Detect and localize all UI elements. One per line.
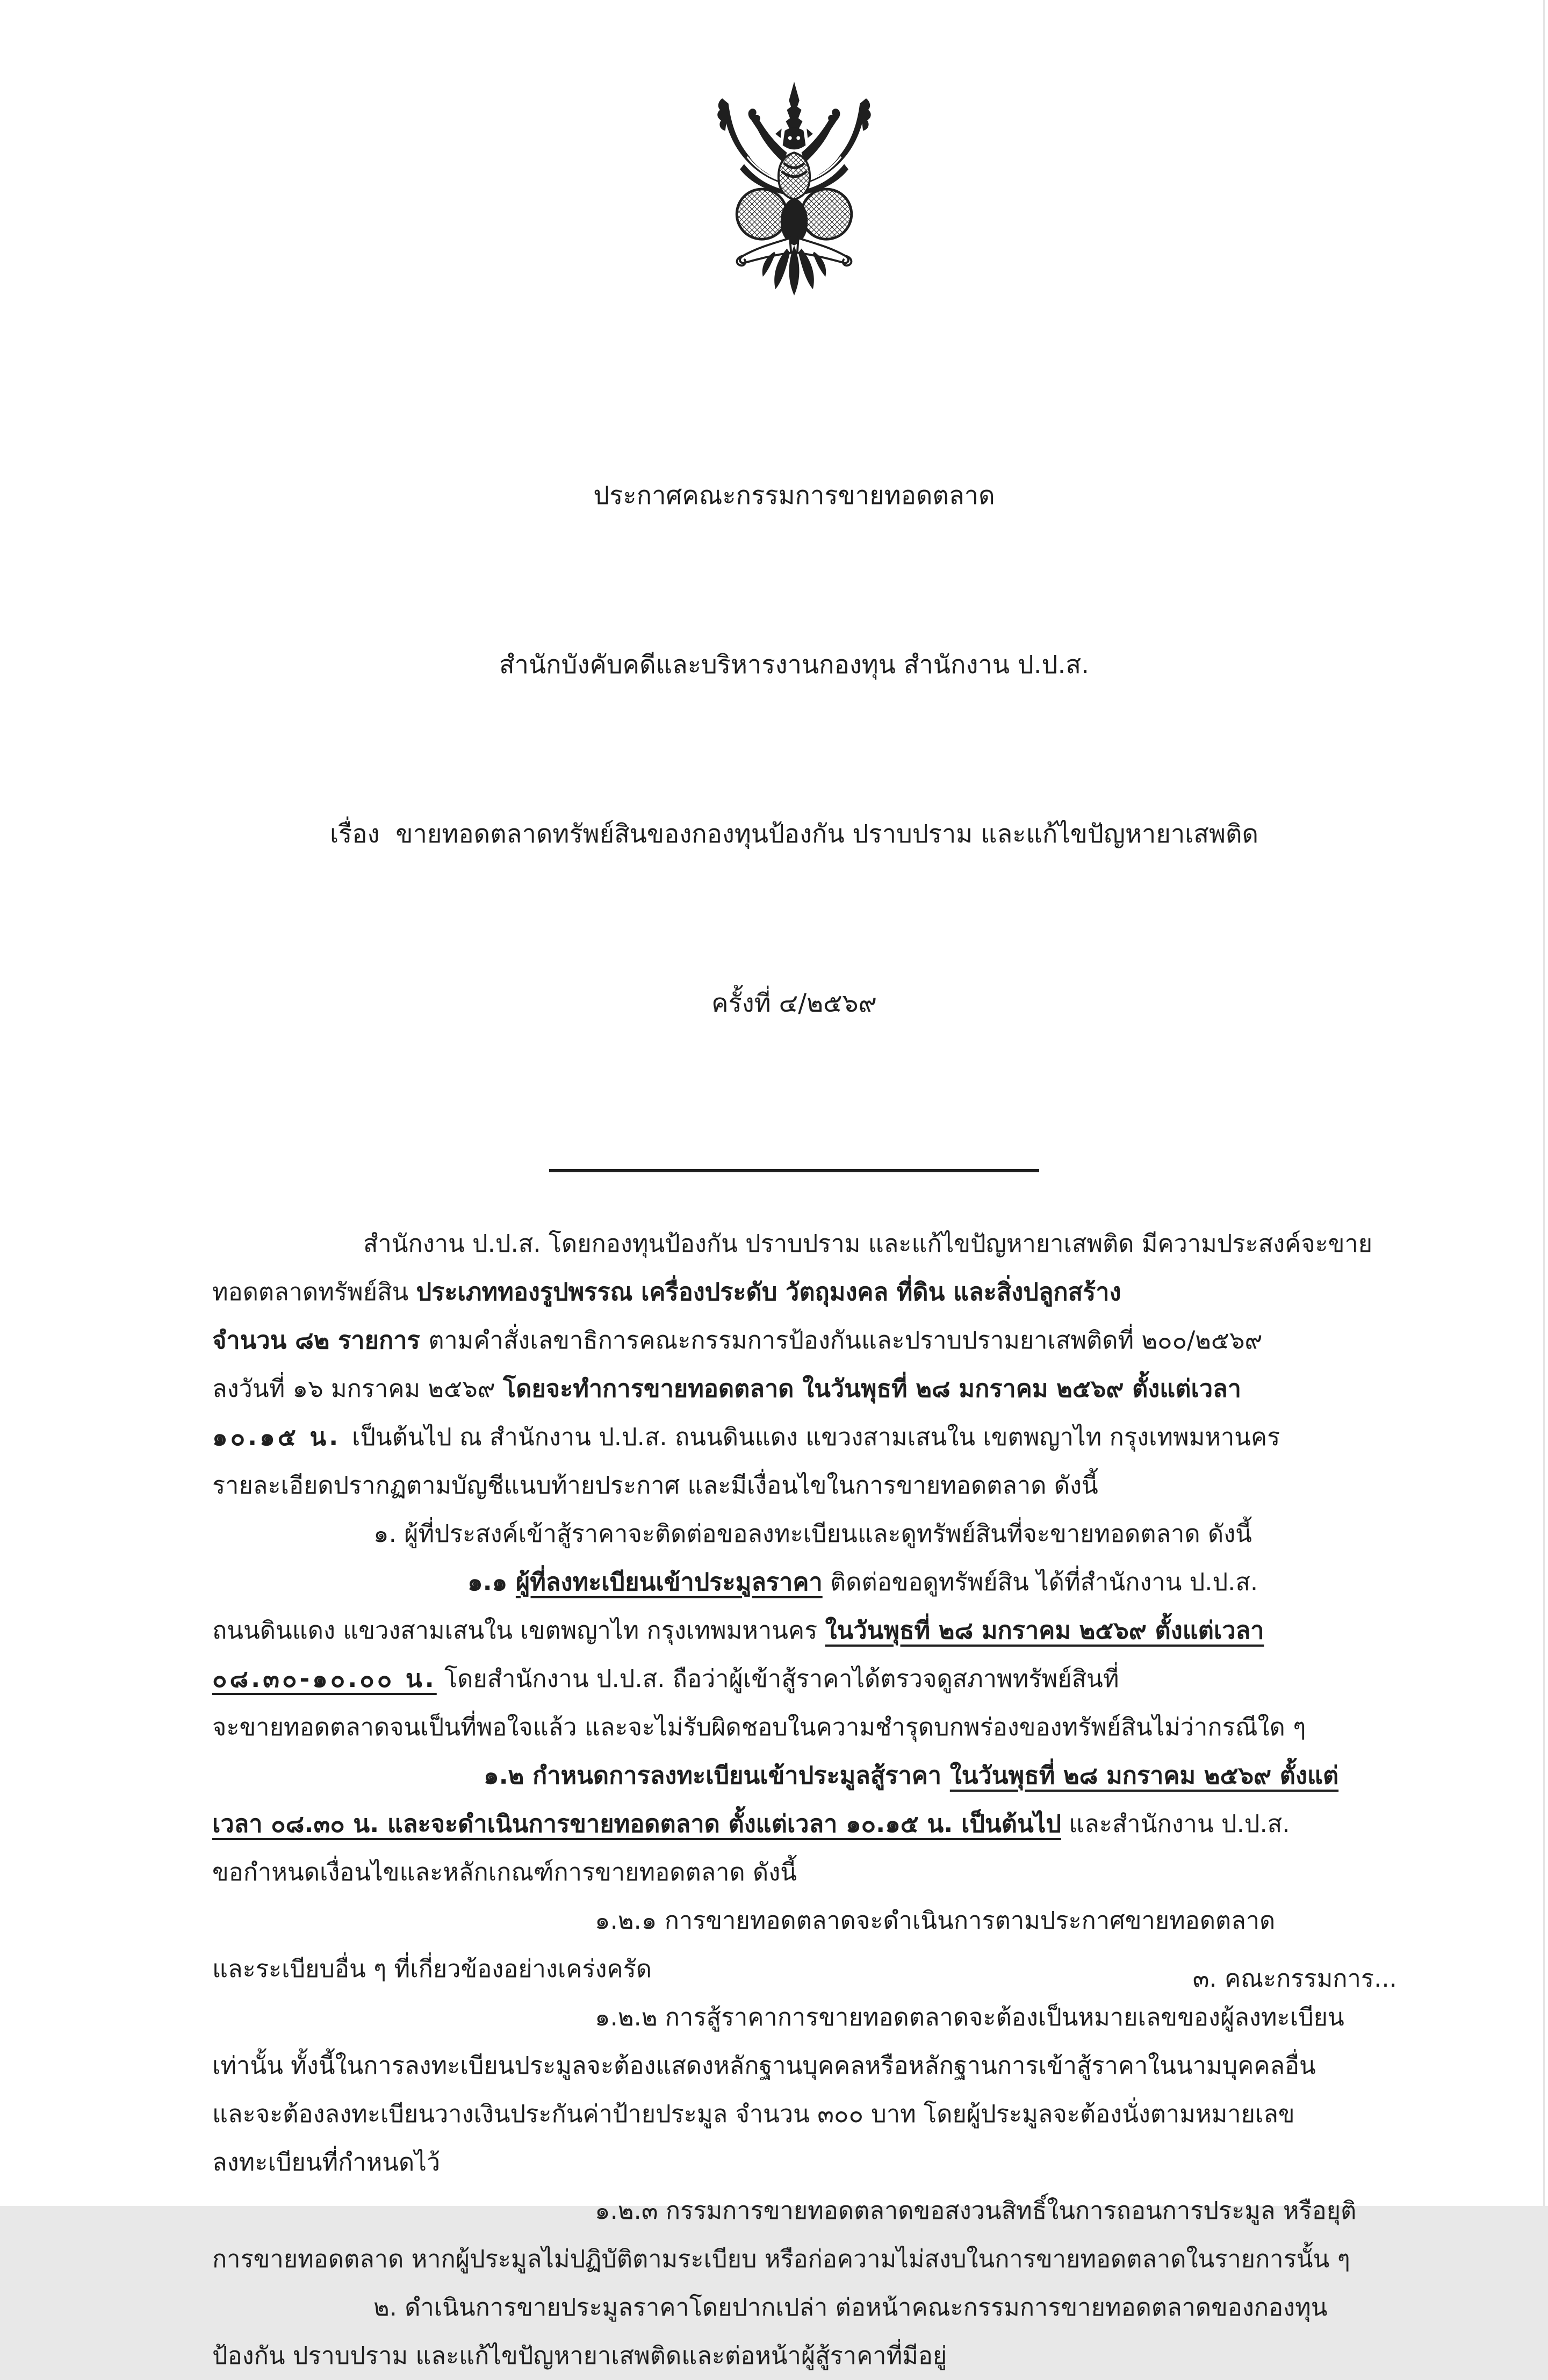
document-line [212,2283,1376,2332]
garuda-emblem-icon [705,80,883,299]
document-line [212,1800,1376,1848]
text-segment: ๑.๒.๒ การสู้ราคาการขายทอดตลาดจะต้องเป็นหมายเลขของผู้ลงทะเบียน [595,2003,1344,2031]
text-segment: ๐๘.๓๐-๑๐.๐๐ น. [212,1664,437,1693]
scan-edge-artifact [1543,0,1545,2206]
body-text [212,1220,1376,2380]
text-segment: และสำนักงาน ป.ป.ส. [1061,1809,1290,1838]
text-segment: การขายทอดตลาด หากผู้ประมูลไม่ปฏิบัติตามระเบียบ หรือก่อความไม่สงบในการขายทอดตลาดในรายการนั้น ๆ [212,2245,1350,2273]
text-segment: โดยสำนักงาน ป.ป.ส. ถือว่าผู้เข้าสู้ราคาได้ตรวจดูสภาพทรัพย์สินที่ [436,1664,1119,1693]
document-line [212,1606,1376,1655]
title-divider-rule [549,1169,1039,1172]
text-segment: ลงทะเบียนที่กำหนดไว้ [212,2148,441,2176]
document-line [212,1703,1376,1751]
text-segment: ขอกำหนดเงื่อนไขและหลักเกณฑ์การขายทอดตลาด ดังนี้ [212,1858,797,1886]
text-segment: ๒. ดำเนินการขายประมูลราคาโดยปากเปล่า ต่อหน้าคณะกรรมการขายทอดตลาดของกองทุน [373,2293,1328,2321]
text-segment: ติดต่อขอดูทรัพย์สิน ได้ที่สำนักงาน ป.ป.ส. [822,1568,1258,1596]
document-line [212,2187,1376,2235]
text-segment: และระเบียบอื่น ๆ ที่เกี่ยวข้องอย่างเคร่งครัด [212,1955,652,1983]
text-segment: ๑.๒ กำหนดการลงทะเบียนเข้าประมูลสู้ราคา [484,1761,950,1790]
text-segment: ๑๐.๑๕ น. [212,1423,352,1451]
document-line [212,1848,1376,1896]
document-line [212,2138,1376,2187]
text-segment: ทอดตลาดทรัพย์สิน [212,1278,416,1306]
text-segment: เป็นต้นไป ณ สำนักงาน ป.ป.ส. ถนนดินแดง แขวงสามเสนใน เขตพญาไท กรุงเทพมหานคร [351,1423,1280,1451]
emblem-container [212,80,1376,301]
text-segment: ในวันพุธที่ ๒๘ มกราคม ๒๕๖๙ ตั้งแต่เวลา [825,1616,1264,1645]
document-line [212,1655,1376,1703]
document-line [212,1510,1376,1558]
text-segment: ๑. ผู้ที่ประสงค์เข้าสู้ราคาจะติดต่อขอลงทะเบียนและดูทรัพย์สินที่จะขายทอดตลาด ดังนี้ [373,1519,1252,1548]
content-column [212,0,1376,2380]
document-line [212,1751,1376,1800]
header-line-announcement: ประกาศคณะกรรมการขายทอดตลาด [593,481,995,510]
document-line [212,1413,1376,1461]
text-segment: ประเภททองรูปพรรณ เครื่องประดับ วัตถุมงคล ที่ดิน และสิ่งปลูกสร้าง [416,1278,1121,1306]
document-line [212,1268,1376,1316]
document-line [212,2090,1376,2138]
document-line [212,1896,1376,1945]
document-line [212,1220,1376,1268]
text-segment: ในวันพุธที่ ๒๘ มกราคม ๒๕๖๙ ตั้งแต่ [949,1761,1339,1790]
text-segment: ๑.๒.๑ การขายทอดตลาดจะดำเนินการตามประกาศขายทอดตลาด [595,1906,1276,1935]
document-line [212,1316,1376,1365]
text-segment: ลงวันที่ ๑๖ มกราคม ๒๕๖๙ [212,1374,503,1403]
text-segment: จะขายทอดตลาดจนเป็นที่พอใจแล้ว และจะไม่รับผิดชอบในความชำรุดบกพร่องของทรัพย์สินไม่ว่ากรณีใด ๆ [212,1713,1306,1741]
text-segment: ถนนดินแดง แขวงสามเสนใน เขตพญาไท กรุงเทพมหานคร [212,1616,825,1645]
text-segment: ป้องกัน ปราบปราม และแก้ไขปัญหายาเสพติดและต่อหน้าผู้สู้ราคาที่มีอยู่ [212,2341,947,2370]
header-line-office: สำนักบังคับคดีและบริหารงานกองทุน สำนักงาน ป.ป.ส. [499,650,1090,680]
document-line [212,1461,1376,1510]
text-segment: จำนวน ๘๒ รายการ [212,1326,429,1354]
text-segment: โดยจะทำการขายทอดตลาด ในวันพุธที่ ๒๘ มกราคม ๒๕๖๙ ตั้งแต่เวลา [502,1374,1242,1403]
text-segment: ผู้ที่ลงทะเบียนเข้าประมูลราคา [515,1568,823,1596]
document-line [212,2235,1376,2283]
text-segment: เท่านั้น ทั้งนี้ในการลงทะเบียนประมูลจะต้องแสดงหลักฐานบุคคลหรือหลักฐานการเข้าสู้ราคาในนามบุคคลอื่น [212,2051,1316,2080]
document-line [212,2042,1376,2090]
document-line [212,1365,1376,1413]
document-header [212,355,1376,1144]
document-line [212,2332,1376,2380]
text-segment: รายละเอียดปรากฏตามบัญชีแนบท้ายประกาศ และมีเงื่อนไขในการขายทอดตลาด ดังนี้ [212,1471,1098,1499]
text-segment: และจะต้องลงทะเบียนวางเงินประกันค่าป้ายประมูล จำนวน ๓๐๐ บาท โดยผู้ประมูลจะต้องนั่งตามหมายเลข [212,2100,1295,2128]
document-line [212,1558,1376,1606]
continuation-note: ๓. คณะกรรมการ... [1192,1964,1397,1993]
header-line-session-number: ครั้งที่ ๔/๒๕๖๙ [711,989,877,1018]
header-line-subject: เรื่อง ขายทอดตลาดทรัพย์สินของกองทุนป้องกัน ปราบปราม และแก้ไขปัญหายาเสพติด [329,819,1259,849]
text-segment: ๑.๒.๓ กรรมการขายทอดตลาดขอสงวนสิทธิ์ในการถอนการประมูล หรือยุติ [595,2196,1357,2225]
text-segment: เวลา ๐๘.๓๐ น. และจะดำเนินการขายทอดตลาด ตั้งแต่เวลา ๑๐.๑๕ น. เป็นต้นไป [212,1809,1061,1838]
text-segment: สำนักงาน ป.ป.ส. โดยกองทุนป้องกัน ปราบปราม และแก้ไขปัญหายาเสพติด มีความประสงค์จะขาย [363,1229,1373,1258]
text-segment: ตามคำสั่งเลขาธิการคณะกรรมการป้องกันและปราบปรามยาเสพติดที่ ๒๐๐/๒๕๖๙ [428,1326,1263,1354]
text-segment: ๑.๑ [467,1568,516,1596]
